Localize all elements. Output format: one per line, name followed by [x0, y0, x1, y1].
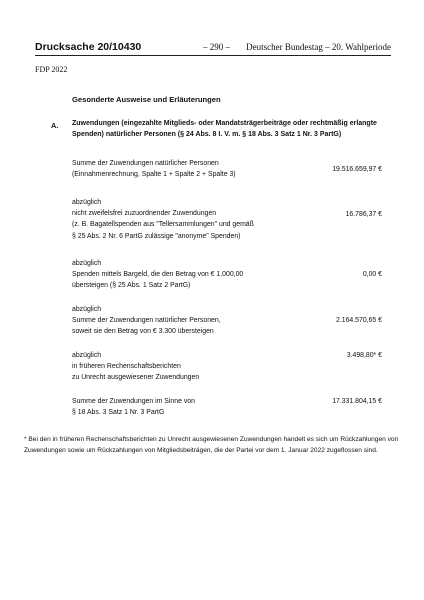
- publisher-label: Deutscher Bundestag – 20. Wahlperiode: [246, 42, 391, 52]
- row-line: übersteigen (§ 25 Abs. 1 Satz 2 PartG): [72, 282, 191, 290]
- row-line: soweit sie den Betrag von € 3.300 übersteigen: [72, 328, 214, 336]
- section-a-heading: Zuwendungen (eingezahlte Mitglieds- oder Mandatsträgerbeiträge oder rechtmäßig erlangte Spenden) natürlicher Personen (§ 24 Abs. 8 I. V. m. § 18 Abs. 3 Satz 1 Nr. 3 PartG): [72, 120, 377, 138]
- row-line: Summe der Zuwendungen im Sinne von: [72, 398, 195, 405]
- row-line: in früheren Rechenschaftsberichten: [72, 363, 181, 371]
- row-value: 19.516.659,97 €: [332, 166, 382, 173]
- row-value: 17.331.804,15 €: [332, 398, 382, 405]
- party-year-label: FDP 2022: [35, 65, 68, 74]
- row-line: abzüglich: [72, 260, 102, 267]
- document-number: Drucksache 20/10430: [35, 41, 142, 53]
- row-line: (Einnahmenrechnung, Spalte 1 + Spalte 2 + Spalte 3): [72, 171, 236, 179]
- row-line: § 18 Abs. 3 Satz 1 Nr. 3 PartG: [72, 409, 165, 417]
- row-unassignable-contributions: [72, 197, 382, 242]
- row-line: abzüglich: [72, 199, 102, 206]
- row-previously-misreported: [72, 350, 382, 384]
- row-line: zu Unrecht ausgewiesener Zuwendungen: [72, 374, 200, 382]
- row-line: nicht zweifelsfrei zuzuordnender Zuwendungen: [72, 210, 217, 218]
- footnote: * Bei den in früheren Rechenschaftsberichten zu Unrecht ausgewiesenen Zuwendungen handelt es sich um Rückzahlungen von Zuwendungen sowie um Rückzahlungen von Mitgliedsbeiträgen, die der Partei vor dem 1. Januar 2022 zugeflossen sind.: [24, 436, 399, 454]
- row-line: abzüglich: [72, 352, 102, 359]
- row-value: 2.164.570,65 €: [336, 317, 382, 324]
- row-line: Summe der Zuwendungen natürlicher Personen: [72, 160, 219, 167]
- row-total-contributions: [72, 158, 382, 180]
- page-header: [35, 41, 391, 56]
- row-value: 3.498,80* €: [346, 352, 382, 359]
- row-line: abzüglich: [72, 306, 102, 313]
- row-contributions-over-3300: [72, 304, 382, 338]
- section-a-label: A.: [51, 121, 59, 130]
- row-line: § 25 Abs. 2 Nr. 6 PartG zulässige "anonyme" Spenden): [72, 232, 241, 240]
- section-title: Gesonderte Ausweise und Erläuterungen: [72, 95, 221, 104]
- page-number: – 290 –: [203, 42, 230, 52]
- row-line: Summe der Zuwendungen natürlicher Personen,: [72, 317, 221, 325]
- row-value: 0,00 €: [362, 271, 382, 278]
- row-line: Spenden mittels Bargeld, die den Betrag von € 1.000,00: [72, 271, 244, 279]
- row-cash-donations: [72, 258, 382, 292]
- row-net-total: [72, 396, 382, 418]
- row-line: (z. B. Bagatellspenden aus "Tellersammlungen" und gemäß: [72, 221, 254, 229]
- row-value: 16.786,37 €: [345, 211, 382, 218]
